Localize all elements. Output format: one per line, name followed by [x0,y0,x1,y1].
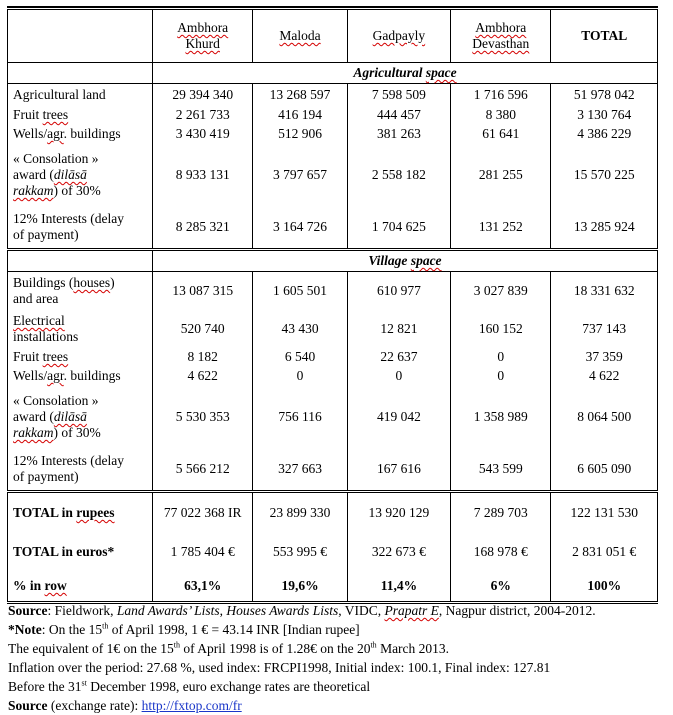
value-cell: 19,6% [253,571,347,603]
row-label [8,84,153,107]
totals-rows [8,492,658,603]
value-cell: 381 263 [347,124,450,144]
table-row [8,448,658,492]
label-text: Wells/ [13,126,48,141]
value-cell: 1 716 596 [451,84,551,107]
label-text: dilāsā [53,409,87,424]
label-text: agr [47,126,64,141]
total-row-rupees [8,492,658,534]
header-ambhora-devasthan [451,10,551,63]
value-cell: 5 530 353 [153,386,253,448]
section-title-agricultural [153,63,658,84]
table-row [8,386,658,448]
header-text: Ambhora [475,20,527,35]
value-cell: 0 [347,366,450,386]
header-empty-cell [8,10,153,63]
value-cell: 131 252 [451,206,551,250]
label-text: Fruit [13,107,43,122]
value-cell: 13 285 924 [551,206,658,250]
header-text: Ambhora [177,20,229,35]
label-text: . buildings [63,126,121,141]
value-cell: 61 641 [451,124,551,144]
total-row-percent [8,571,658,603]
value-cell: 1 704 625 [347,206,450,250]
value-cell: 8 933 131 [153,144,253,206]
header-text: Gadpayly [372,28,426,43]
header-total: TOTAL [551,10,658,63]
label-text: TOTAL in [13,505,77,520]
value-cell: 756 116 [253,386,347,448]
value-cell: 37 359 [551,348,658,366]
value-cell: 6 605 090 [551,448,658,492]
label-text: trees [42,349,69,364]
header-text: Devasthan [472,36,530,51]
exchange-source-text: (exchange rate): [47,698,142,713]
fxtop-link[interactable]: http://fxtop.com/fr [141,698,242,713]
value-cell: 12 821 [347,310,450,348]
section-title-text: Village [368,253,411,268]
section-empty-cell [8,250,153,272]
label-text: « Consolation » [13,393,99,408]
label-text: TOTAL in euros* [13,544,115,559]
before-sup: st [81,678,87,688]
village-rows [8,272,658,492]
label-text: and area [13,291,59,306]
label-text: award ( [13,167,54,182]
row-label [8,386,153,448]
equiv-sup: th [370,640,377,650]
value-cell: 43 430 [253,310,347,348]
value-cell: 0 [451,366,551,386]
label-text: « Consolation » [13,151,99,166]
label-text: 12% Interests (delay [13,453,124,468]
value-cell: 29 394 340 [153,84,253,107]
label-text: trees [42,107,69,122]
value-cell: 1 785 404 € [153,533,253,571]
value-cell: 0 [451,348,551,366]
table-top-rule [7,6,658,8]
source-label: Source [8,603,48,618]
value-cell: 419 042 [347,386,450,448]
value-cell: 737 143 [551,310,658,348]
label-text: agr [47,368,64,383]
value-cell: 3 130 764 [551,106,658,124]
source-land-awards: Land Awards’ Lists [116,603,220,618]
value-cell: 512 906 [253,124,347,144]
row-label [8,144,153,206]
table-row [8,124,658,144]
note-text: of April 1998, 1 € = 43.14 INR [Indian rupee] [108,622,360,637]
section-row-agricultural [8,63,658,84]
value-cell: 51 978 042 [551,84,658,107]
value-cell: 2 558 182 [347,144,450,206]
value-cell: 15 570 225 [551,144,658,206]
label-text: rakkam [13,425,54,440]
header-row [8,10,658,63]
label-text: dilāsā [53,167,87,182]
before-line [8,677,596,696]
label-text: Wells/ [13,368,48,383]
table-row [8,348,658,366]
section-title-text: space [425,65,457,80]
source-houses-awards: Houses Awards Lists [226,603,339,618]
value-cell: 8 285 321 [153,206,253,250]
value-cell: 7 289 703 [451,492,551,534]
label-text: award ( [13,409,54,424]
label-text: Agricultural land [13,87,106,102]
value-cell: 610 977 [347,272,450,311]
header-text: Khurd [185,36,220,51]
value-cell: 4 622 [551,366,658,386]
table-row [8,84,658,107]
awards-table [7,9,658,604]
value-cell: 8 380 [451,106,551,124]
header-maloda [253,10,347,63]
row-label [8,492,153,534]
row-label [8,366,153,386]
equiv-text: March 2013. [376,641,450,656]
value-cell: 77 022 368 IR [153,492,253,534]
label-text: houses [73,275,111,290]
total-row-euros [8,533,658,571]
source-text: , VIDC, [338,603,385,618]
table-row [8,206,658,250]
label-text: % in [13,578,45,593]
value-cell: 3 430 419 [153,124,253,144]
value-cell: 4 622 [153,366,253,386]
agricultural-rows [8,84,658,250]
label-text: ) [110,275,115,290]
value-cell: 553 995 € [253,533,347,571]
value-cell: 327 663 [253,448,347,492]
value-cell: 100% [551,571,658,603]
value-cell: 6 540 [253,348,347,366]
equivalent-line [8,639,596,658]
value-cell: 22 637 [347,348,450,366]
row-label [8,106,153,124]
inflation-line: Inflation over the period: 27.68 %, used index: FRCPI1998, Initial index: 100.1, Final index: 127.81 [8,660,551,675]
label-text: rakkam [13,183,54,198]
before-text: Before the 31 [8,679,82,694]
value-cell: 1 358 989 [451,386,551,448]
value-cell: 8 182 [153,348,253,366]
value-cell: 3 027 839 [451,272,551,311]
header-ambhora-khurd [153,10,253,63]
label-text: row [44,578,67,593]
label-text: ) of 30% [53,425,101,440]
label-text: Fruit [13,349,43,364]
row-label [8,206,153,250]
table-row [8,106,658,124]
equiv-text: of April 1998 is of 1.28€ on the 20 [179,641,371,656]
table-row [8,144,658,206]
row-label [8,448,153,492]
label-text: Buildings ( [13,275,74,290]
section-empty-cell [8,63,153,84]
value-cell: 167 616 [347,448,450,492]
label-text: ) of 30% [53,183,101,198]
section-title-text: Agricultural [353,65,426,80]
value-cell: 23 899 330 [253,492,347,534]
row-label [8,272,153,311]
value-cell: 281 255 [451,144,551,206]
value-cell: 8 064 500 [551,386,658,448]
table-row [8,310,658,348]
note-text: : On the 15 [41,622,103,637]
label-text: 12% Interests (delay [13,211,124,226]
value-cell: 416 194 [253,106,347,124]
value-cell: 2 261 733 [153,106,253,124]
table-row [8,366,658,386]
value-cell: 18 331 632 [551,272,658,311]
table-notes [8,601,596,715]
equiv-sup: th [173,640,180,650]
table-row [8,272,658,311]
section-title-text: space [410,253,442,268]
label-text: rupees [76,505,115,520]
value-cell: 13 920 129 [347,492,450,534]
row-label [8,348,153,366]
note-line [8,620,596,639]
value-cell: 160 152 [451,310,551,348]
note-sup: th [102,621,109,631]
before-text: December 1998, euro exchange rates are theoretical [86,679,371,694]
value-cell: 444 457 [347,106,450,124]
value-cell: 3 164 726 [253,206,347,250]
row-label [8,310,153,348]
value-cell: 6% [451,571,551,603]
value-cell: 2 831 051 € [551,533,658,571]
label-text: of payment) [13,227,79,242]
label-text: of payment) [13,469,79,484]
value-cell: 11,4% [347,571,450,603]
label-text: Electrical [13,313,65,328]
exchange-source-line [8,696,596,715]
value-cell: 322 673 € [347,533,450,571]
value-cell: 13 087 315 [153,272,253,311]
value-cell: 13 268 597 [253,84,347,107]
value-cell: 122 131 530 [551,492,658,534]
source-line [8,601,596,620]
value-cell: 1 605 501 [253,272,347,311]
exchange-source-label: Source [8,698,48,713]
header-text: Maloda [279,28,321,43]
equiv-text: The equivalent of 1€ on the 15 [8,641,174,656]
value-cell: 63,1% [153,571,253,603]
source-text: , Nagpur district, 2004-2012. [438,603,596,618]
value-cell: 7 598 509 [347,84,450,107]
value-cell: 520 740 [153,310,253,348]
header-gadpayly [347,10,450,63]
value-cell: 543 599 [451,448,551,492]
section-title-village [153,250,658,272]
source-prapatr: Prapatr E [384,603,439,618]
value-cell: 0 [253,366,347,386]
source-text: , [219,603,227,618]
value-cell: 3 797 657 [253,144,347,206]
label-text: . buildings [63,368,121,383]
label-text: installations [13,329,79,344]
row-label [8,124,153,144]
value-cell: 4 386 229 [551,124,658,144]
source-text: : Fieldwork, [47,603,117,618]
note-label: *Note [8,622,42,637]
row-label [8,571,153,603]
value-cell: 5 566 212 [153,448,253,492]
row-label [8,533,153,571]
section-row-village [8,250,658,272]
value-cell: 168 978 € [451,533,551,571]
